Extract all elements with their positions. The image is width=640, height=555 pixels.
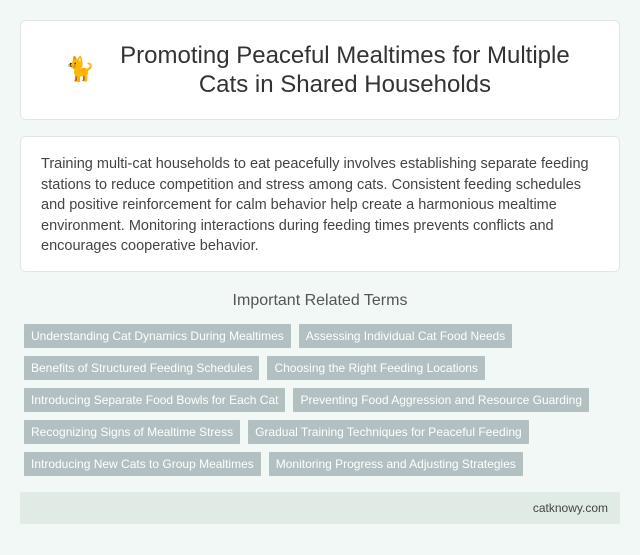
related-terms-heading: Important Related Terms [232, 292, 408, 309]
title-card [20, 20, 620, 120]
related-term-tag[interactable]: Gradual Training Techniques for Peaceful Feeding [248, 420, 529, 444]
cat-icon: 🐈 [65, 56, 95, 83]
title-row [65, 41, 575, 99]
related-term-tag[interactable]: Benefits of Structured Feeding Schedules [24, 356, 259, 380]
related-term-tag[interactable]: Introducing New Cats to Group Mealtimes [24, 452, 261, 476]
related-term-tag[interactable]: Preventing Food Aggression and Resource Guarding [293, 388, 589, 412]
site-link[interactable]: catknowy.com [532, 501, 608, 515]
related-terms-list [24, 324, 624, 476]
description-card [20, 136, 620, 272]
related-term-tag[interactable]: Monitoring Progress and Adjusting Strategies [269, 452, 523, 476]
related-term-tag[interactable]: Understanding Cat Dynamics During Mealtimes [24, 324, 291, 348]
related-term-tag[interactable]: Assessing Individual Cat Food Needs [299, 324, 512, 348]
description-text: Training multi-cat households to eat peacefully involves establishing separate feeding stations to reduce competition and stress among cats. Consistent feeding schedules and positive reinforcement for calm behavior help create a harmonious mealtime environment. Monitoring interactions during feeding times prevents conflicts and encourages cooperative behavior. [41, 156, 589, 254]
footer [20, 492, 620, 524]
related-term-tag[interactable]: Choosing the Right Feeding Locations [267, 356, 484, 380]
page-title: Promoting Peaceful Mealtimes for Multiple Cats in Shared Households [120, 42, 570, 98]
related-term-tag[interactable]: Recognizing Signs of Mealtime Stress [24, 420, 240, 444]
related-term-tag[interactable]: Introducing Separate Food Bowls for Each Cat [24, 388, 285, 412]
